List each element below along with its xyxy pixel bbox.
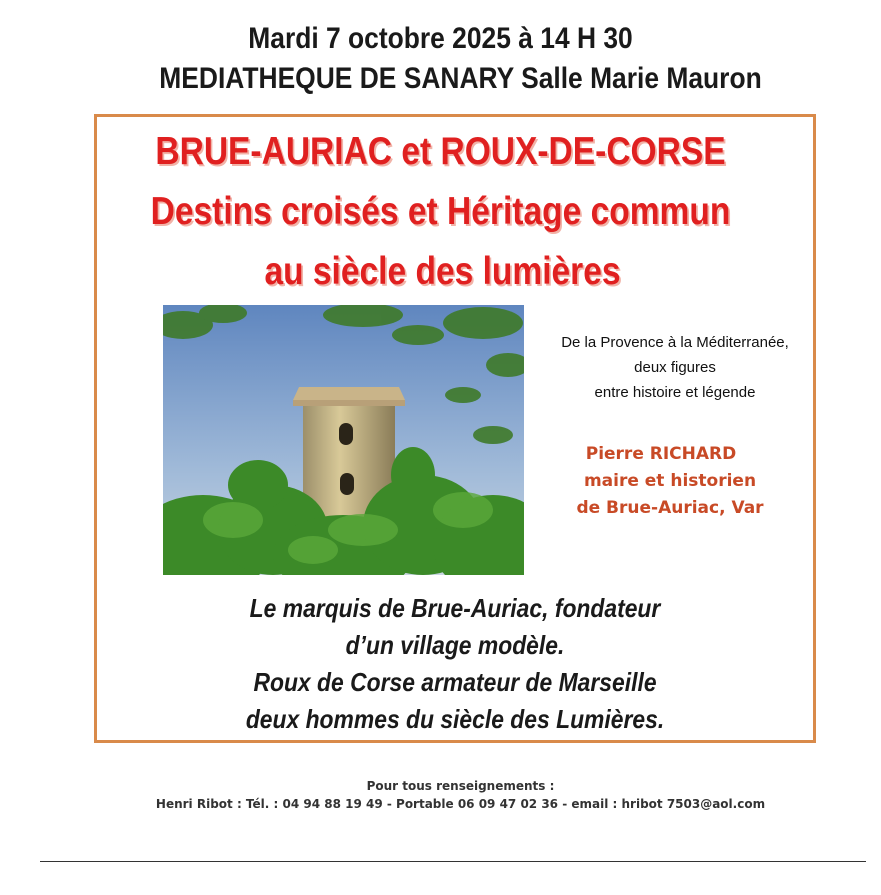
event-date: Mardi 7 octobre 2025 à 14 H 30 [248, 22, 633, 55]
description [187, 590, 724, 738]
tagline [530, 330, 820, 405]
bottom-divider [40, 861, 866, 862]
contact-heading: Pour tous renseignements : [366, 779, 555, 793]
tagline-line-3: entre histoire et légende [594, 384, 756, 401]
title-line-1: BRUE-AURIAC et ROUX-DE-CORSE [155, 130, 726, 173]
contact-details: Henri Ribot : Tél. : 04 94 88 19 49 - Portable 06 09 47 02 36 - email : hribot 7503@aol.com [155, 797, 766, 811]
description-line-3: Roux de Corse armateur de Marseille [253, 667, 657, 697]
tagline-line-2: deux figures [634, 359, 716, 376]
title-line-2: Destins croisés et Héritage commun [150, 190, 731, 233]
speaker-name: Pierre RICHARD [585, 444, 737, 464]
title-line-3: au siècle des lumières [264, 250, 621, 293]
speaker-role: maire et historien [583, 471, 757, 491]
description-line-1: Le marquis de Brue-Auriac, fondateur [249, 593, 661, 623]
tagline-line-1: De la Provence à la Méditerranée, [561, 334, 789, 351]
speaker-place: de Brue-Auriac, Var [576, 498, 764, 518]
speaker-block [540, 441, 800, 522]
description-line-4: deux hommes du siècle des Lumières. [245, 704, 665, 734]
tower-photo [163, 305, 524, 575]
description-line-2: d’un village modèle. [345, 630, 565, 660]
event-venue: MEDIATHEQUE DE SANARY Salle Marie Mauron [159, 62, 762, 95]
